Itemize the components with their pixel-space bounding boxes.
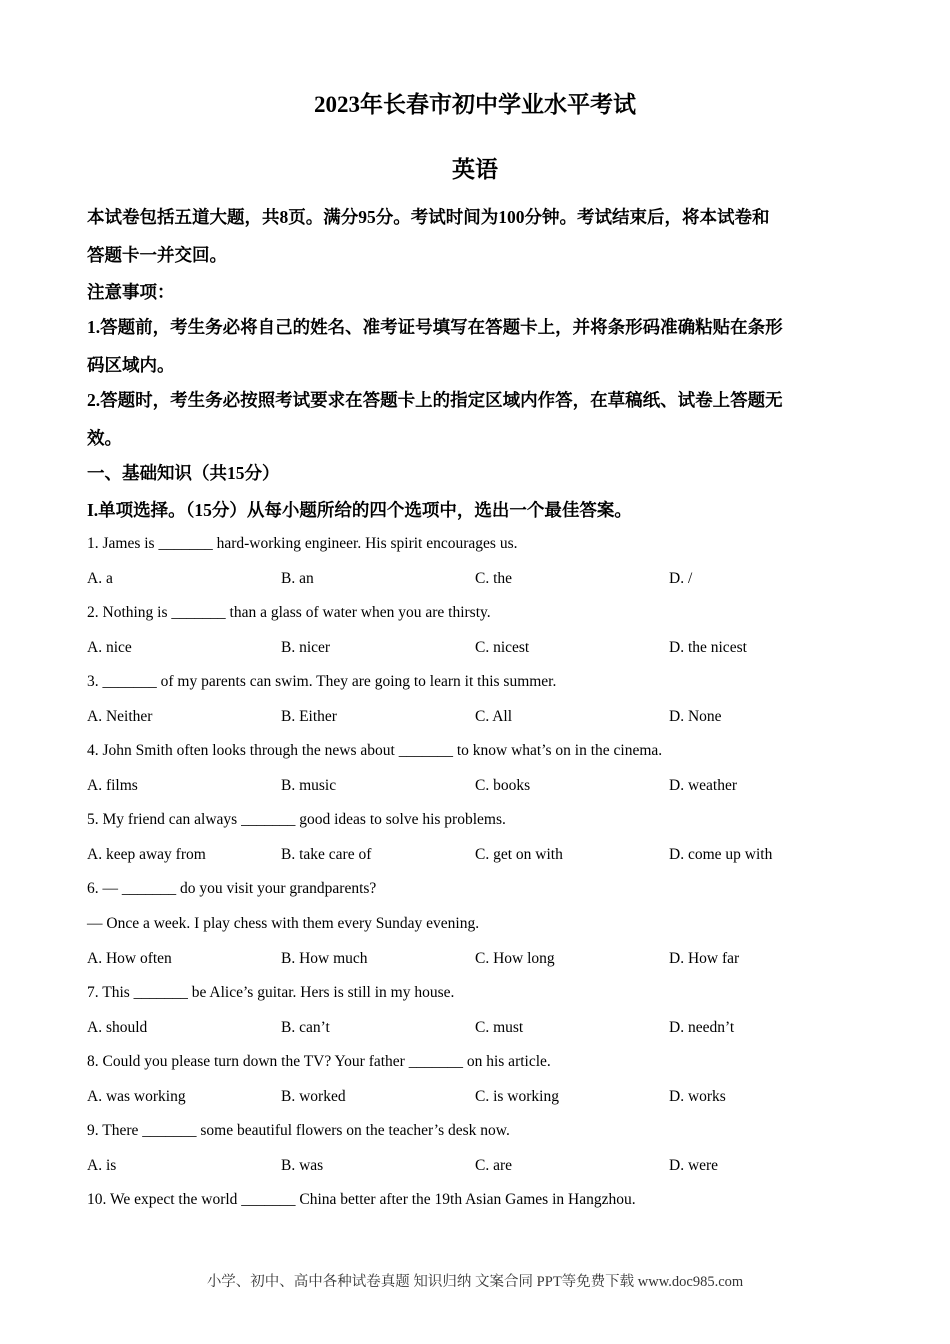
question-3-option-c: C. All [475, 708, 513, 725]
question-1-option-a: A. a [87, 570, 113, 587]
question-9-stem: 9. There _______ some beautiful flowers on the teacher’s desk now. [87, 1122, 510, 1139]
question-6-option-b: B. How much [281, 950, 368, 967]
question-5-stem: 5. My friend can always _______ good ideas to solve his problems. [87, 811, 506, 828]
question-6-option-a: A. How often [87, 950, 172, 967]
question-1-option-d: D. / [669, 570, 693, 587]
question-8-option-a: A. was working [87, 1088, 186, 1105]
intro-line-2: 答题卡一并交回。 [87, 245, 227, 265]
question-2-option-c: C. nicest [475, 639, 530, 656]
question-6-option-c: C. How long [475, 950, 555, 967]
question-5-option-b: B. take care of [281, 846, 372, 863]
question-9-option-b: B. was [281, 1157, 324, 1174]
question-4-stem: 4. John Smith often looks through the news about _______ to know what’s on in the cinema. [87, 742, 663, 759]
question-5-option-d: D. come up with [669, 846, 773, 863]
footer-text: 小学、初中、高中各种试卷真题 知识归纳 文案合同 PPT等免费下载 www.doc985.com [206, 1274, 744, 1290]
question-7-option-a: A. should [87, 1019, 148, 1036]
question-3-stem: 3. _______ of my parents can swim. They are going to learn it this summer. [87, 673, 557, 690]
notice-1-line-2: 码区域内。 [87, 355, 175, 375]
question-6-stem: 6. — _______ do you visit your grandparents? [87, 880, 377, 897]
question-2-option-d: D. the nicest [669, 639, 747, 656]
question-4-option-a: A. films [87, 777, 138, 794]
question-7-stem: 7. This _______ be Alice’s guitar. Hers is still in my house. [87, 984, 455, 1001]
question-8-stem: 8. Could you please turn down the TV? Your father _______ on his article. [87, 1053, 551, 1070]
question-4-option-b: B. music [281, 777, 337, 794]
question-9-option-d: D. were [669, 1157, 719, 1174]
question-8-option-d: D. works [669, 1088, 726, 1105]
question-7-option-d: D. needn’t [669, 1019, 735, 1036]
question-2-option-a: A. nice [87, 639, 132, 656]
question-1-option-b: B. an [281, 570, 314, 587]
question-5-option-a: A. keep away from [87, 846, 206, 863]
notice-2-line-2: 效。 [87, 428, 122, 448]
question-3-option-a: A. Neither [87, 708, 153, 725]
question-6-stem-reply: — Once a week. I play chess with them every Sunday evening. [87, 915, 480, 932]
page-title: 2023年长春市初中学业水平考试 [314, 92, 636, 117]
section-heading: 一、基础知识（共15分） [87, 463, 280, 483]
question-6-option-d: D. How far [669, 950, 740, 967]
question-1-option-c: C. the [475, 570, 513, 587]
notice-1-line-1: 1.答题前，考生务必将自己的姓名、准考证号填写在答题卡上，并将条形码准确粘贴在条形 [87, 317, 783, 337]
question-2-option-b: B. nicer [281, 639, 331, 656]
question-10-stem: 10. We expect the world _______ China better after the 19th Asian Games in Hangzhou. [87, 1191, 636, 1208]
question-4-option-c: C. books [475, 777, 531, 794]
notice-heading: 注意事项： [87, 282, 175, 302]
question-8-option-b: B. worked [281, 1088, 346, 1105]
subject-title: 英语 [452, 157, 498, 182]
question-3-option-d: D. None [669, 708, 722, 725]
question-5-option-c: C. get on with [475, 846, 563, 863]
notice-2-line-1: 2.答题时，考生务必按照考试要求在答题卡上的指定区域内作答，在草稿纸、试卷上答题无 [87, 390, 783, 410]
question-3-option-b: B. Either [281, 708, 337, 725]
question-2-stem: 2. Nothing is _______ than a glass of water when you are thirsty. [87, 604, 491, 621]
part-heading: I.单项选择。（15分）从每小题所给的四个选项中，选出一个最佳答案。 [87, 500, 632, 520]
question-7-option-c: C. must [475, 1019, 524, 1036]
question-7-option-b: B. can’t [281, 1019, 330, 1036]
question-4-option-d: D. weather [669, 777, 737, 794]
question-1-stem: 1. James is _______ hard-working engineer. His spirit encourages us. [87, 535, 518, 552]
question-9-option-a: A. is [87, 1157, 117, 1174]
intro-line-1: 本试卷包括五道大题，共8页。满分95分。考试时间为100分钟。考试结束后，将本试卷和 [87, 207, 770, 227]
question-9-option-c: C. are [475, 1157, 513, 1174]
question-8-option-c: C. is working [475, 1088, 559, 1105]
